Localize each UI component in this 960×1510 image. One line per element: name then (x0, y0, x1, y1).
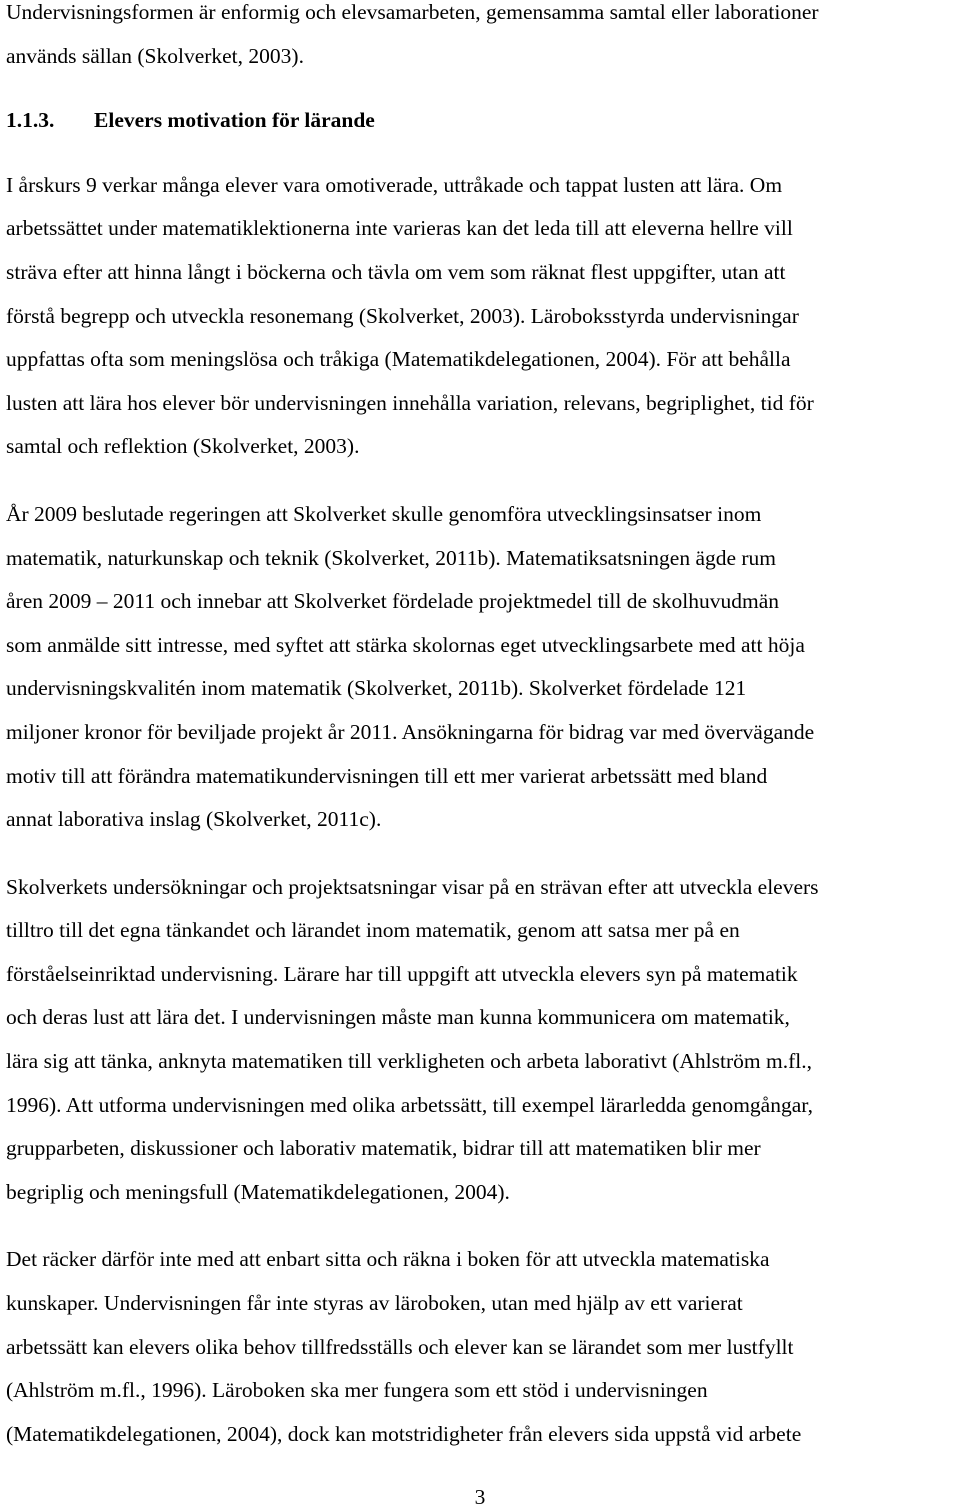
text-line: tilltro till det egna tänkandet och lärandet inom matematik, genom att satsa mer på en (6, 918, 740, 943)
section-number: 1.1.3. (6, 108, 55, 133)
text-line: begriplig och meningsfull (Matematikdelegationen, 2004). (6, 1179, 510, 1204)
intro-text-block (6, 0, 956, 78)
text-line: motiv till att förändra matematikundervisningen till ett mer varierat arbetssätt med bland (6, 763, 768, 788)
text-line: Det räcker därför inte med att enbart sitta och räkna i boken för att utveckla matematiska (6, 1247, 770, 1272)
text-line: sträva efter att hinna långt i böckerna och tävla om vem som räknat flest uppgifter, utan att (6, 259, 786, 284)
spacer (6, 78, 956, 99)
text-line: samtal och reflektion (Skolverket, 2003). (6, 434, 360, 459)
text-line: I årskurs 9 verkar många elever vara omotiverade, uttråkade och tappat lusten att lära. Om (6, 172, 783, 197)
text-line: 1996). Att utforma undervisningen med olika arbetssätt, till exempel lärarledda genomgångar, (6, 1092, 813, 1117)
text-line: förståelseinriktad undervisning. Lärare har till uppgift att utveckla elevers syn på matematik (6, 961, 798, 986)
text-line: som anmälde sitt intresse, med syftet att stärka skolornas eget utvecklingsarbete med att höja (6, 632, 805, 657)
text-line: (Matematikdelegationen, 2004), dock kan motstridigheter från elevers sida uppstå vid arbete (6, 1421, 802, 1446)
text-line: åren 2009 – 2011 och innebar att Skolverket fördelade projektmedel till de skolhuvudmän (6, 589, 779, 614)
section-heading (6, 99, 956, 143)
text-line: miljoner kronor för beviljade projekt år 2011. Ansökningarna för bidrag var med övervägande (6, 719, 815, 744)
text-line: arbetssätt kan elevers olika behov tillfredsställs och elever kan se lärandet som mer lustfyllt (6, 1334, 794, 1359)
text-line: lusten att lära hos elever bör undervisningen innehålla variation, relevans, begriplighet, tid för (6, 390, 814, 415)
text-line: Skolverkets undersökningar och projektsatsningar visar på en strävan efter att utveckla elevers (6, 874, 819, 899)
text-line: grupparbeten, diskussioner och laborativ matematik, bidrar till att matematiken blir mer (6, 1136, 761, 1161)
paragraph-motivation (6, 164, 956, 469)
text-line: matematik, naturkunskap och teknik (Skolverket, 2011b). Matematiksatsningen ägde rum (6, 545, 777, 570)
text-line: undervisningskvalitén inom matematik (Skolverket, 2011b). Skolverket fördelade 121 (6, 676, 747, 701)
spacer (6, 1214, 956, 1238)
text-line: Undervisningsformen är enformig och elevsamarbeten, gemensamma samtal eller laborationer (6, 0, 819, 24)
section-title: Elevers motivation för lärande (94, 108, 375, 133)
page-number: 3 (474, 1485, 486, 1509)
text-line: annat laborativa inslag (Skolverket, 2011c). (6, 807, 382, 832)
spacer (6, 842, 956, 866)
text-line: används sällan (Skolverket, 2003). (6, 43, 304, 68)
spacer (6, 143, 956, 164)
text-line: År 2009 beslutade regeringen att Skolverket skulle genomföra utvecklingsinsatser inom (6, 501, 762, 526)
text-line: kunskaper. Undervisningen får inte styras av läroboken, utan med hjälp av ett varierat (6, 1291, 743, 1316)
page-content (6, 0, 956, 1456)
text-line: förstå begrepp och utveckla resonemang (Skolverket, 2003). Läroboksstyrda undervisningar (6, 303, 799, 328)
spacer (6, 469, 956, 493)
paragraph-textbook (6, 1238, 956, 1456)
text-line: (Ahlström m.fl., 1996). Läroboken ska mer fungera som ett stöd i undervisningen (6, 1378, 708, 1403)
text-line: uppfattas ofta som meningslösa och tråkiga (Matematikdelegationen, 2004). För att behålla (6, 347, 791, 372)
paragraph-surveys (6, 866, 956, 1215)
paragraph-government-initiative (6, 493, 956, 842)
text-line: lära sig att tänka, anknyta matematiken till verkligheten och arbeta laborativt (Ahlström m.fl., (6, 1049, 812, 1074)
text-line: arbetssättet under matematiklektionerna inte varieras kan det leda till att eleverna hellre vill (6, 216, 793, 241)
text-line: och deras lust att lära det. I undervisningen måste man kunna kommunicera om matematik, (6, 1005, 790, 1030)
